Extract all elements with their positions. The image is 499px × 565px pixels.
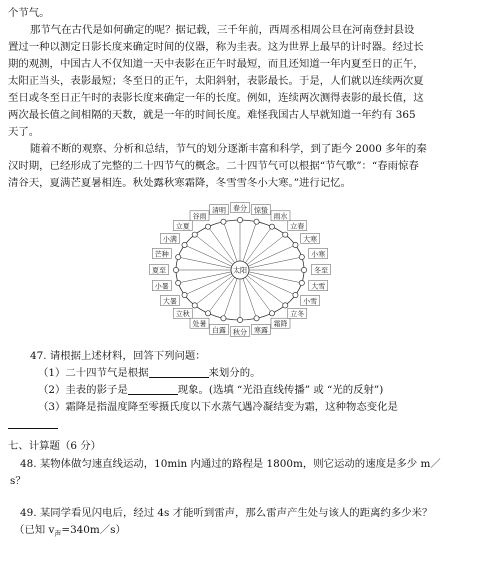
- solar-term-label: 小暑: [154, 282, 169, 291]
- earth-position-dot: [221, 316, 226, 321]
- q47-sub1-blank[interactable]: [149, 366, 209, 378]
- q49-given-sub: 声: [54, 530, 62, 539]
- solar-term-label: 小满: [162, 235, 177, 244]
- q47-sub3: （3）霜降是指温度降至零摄氏度以下水蒸气遇冷凝结变为霜，这种物态变化是: [38, 401, 398, 413]
- earth-position-dot: [269, 311, 274, 316]
- q47-sub1-text-a: （1）二十四节气是根据: [38, 367, 149, 379]
- solar-term-label: 立秋: [175, 310, 190, 319]
- q48-line1: 48. 某物体做匀速直线运动，10min 内通过的路程是 1800m，则它运动的速度是多少 m／: [20, 458, 441, 470]
- passage-line: 两次最长值之间相隔的天数，就是一年的时间长度。难怪我国古人早就知道一年约有 365: [8, 109, 416, 121]
- q47-sub1-text-b: 来划分的。: [208, 367, 261, 379]
- passage-line: 个节气。: [8, 7, 50, 19]
- earth-position-dot: [237, 317, 242, 322]
- sun-label: 太阳: [233, 266, 247, 275]
- solar-term-label: 立春: [290, 222, 305, 231]
- earth-position-dot: [221, 219, 226, 224]
- solar-term-label: 立夏: [175, 222, 190, 231]
- solar-term-label: 秋分: [233, 328, 247, 337]
- section-title: 七、计算题（6 分）: [8, 440, 102, 452]
- solar-terms-diagram: [138, 196, 343, 344]
- passage-line: 太阳正当头，表影最短；冬至日的正午，太阳斜射，表影最长。于是，人们就以连续两次夏: [8, 75, 424, 87]
- solar-term-label: 大暑: [162, 297, 177, 306]
- diagram-spoke: [240, 257, 302, 270]
- earth-position-dot: [293, 242, 298, 247]
- solar-term-label: 大寒: [303, 235, 318, 244]
- earth-position-dot: [299, 254, 304, 259]
- solar-term-label: 霜降: [273, 320, 288, 329]
- solar-term-label: 雨水: [273, 212, 288, 221]
- earth-position-dot: [176, 280, 181, 285]
- earth-position-dot: [283, 303, 288, 308]
- earth-position-dot: [283, 232, 288, 237]
- solar-term-label: 惊蛰: [253, 206, 268, 215]
- solar-term-label: 清明: [212, 206, 227, 215]
- passage-line: 汉时期，已经形成了完整的二十四节气的概念。二十四节气可以根据“节气歌”：“春雨惊春: [8, 160, 419, 172]
- earth-position-dot: [299, 280, 304, 285]
- q49-line2: [14, 523, 126, 541]
- solar-term-label: 大雪: [311, 282, 326, 291]
- earth-position-dot: [301, 267, 306, 272]
- solar-term-label: 芒种: [154, 250, 169, 259]
- earth-position-dot: [182, 242, 187, 247]
- q47-sub2-text-b: 现象。(选填 “光沿直线传播” 或 “光的反射”): [177, 384, 384, 396]
- passage-line: 清谷天，夏满芒夏暑相连。秋处露秋寒霜降，冬雪雪冬小大寒。”进行记忆。: [8, 177, 351, 189]
- earth-position-dot: [254, 316, 259, 321]
- earth-position-dot: [269, 224, 274, 229]
- earth-position-dot: [192, 232, 197, 237]
- passage-line: 至日或冬至日正午时的表影长度来确定一年的长度。例如，连续两次测得表影的最长值，这: [8, 92, 424, 104]
- solar-term-label: 白露: [212, 326, 227, 335]
- earth-position-dot: [176, 254, 181, 259]
- passage-line: 那节气在古代是如何确定的呢？据记载，三千年前，西周丞相周公旦在河南登封县设: [30, 24, 415, 36]
- q48-line2: s？: [10, 475, 26, 487]
- solar-term-label: 小寒: [311, 250, 326, 259]
- solar-term-label: 寒露: [253, 326, 268, 335]
- solar-term-label: 立冬: [290, 310, 305, 319]
- passage-line: 随着不断的观察、分析和总结，节气的划分逐渐丰富和科学，到了距今 2000 多年的秦: [30, 143, 427, 155]
- q47-sub2: [38, 383, 383, 397]
- earth-position-dot: [237, 217, 242, 222]
- solar-term-label: 小雪: [303, 297, 318, 306]
- earth-position-dot: [293, 292, 298, 297]
- earth-position-dot: [254, 219, 259, 224]
- solar-term-label: 夏至: [152, 266, 166, 275]
- earth-position-dot: [182, 292, 187, 297]
- q47-sub2-blank[interactable]: [128, 383, 178, 395]
- solar-term-label: 冬至: [314, 266, 328, 275]
- q47-sub1: [38, 366, 260, 380]
- passage-line: 天了。: [8, 126, 40, 138]
- passage-line: 置过一种以测定日影长度来确定时间的仪器，称为圭表。这为世界上最早的计时器。经过长: [8, 41, 424, 53]
- q47-sub3-blank[interactable]: [8, 417, 58, 429]
- diagram-spoke: [178, 270, 240, 283]
- diagram-spoke: [240, 270, 302, 283]
- solar-term-label: 谷雨: [192, 212, 207, 221]
- q47-sub3-answer-line[interactable]: [8, 417, 58, 431]
- solar-term-label: 春分: [233, 204, 247, 213]
- passage-line: 期的观测，中国古人不仅知道一天中表影在正午时最短，而且还知道一年内夏至日的正午，: [8, 58, 424, 70]
- q49-given-a: （已知 v: [14, 524, 55, 536]
- earth-position-dot: [205, 224, 210, 229]
- earth-position-dot: [205, 311, 210, 316]
- diagram-spoke: [178, 257, 240, 270]
- earth-position-dot: [192, 303, 197, 308]
- q47-sub2-text-a: （2）圭表的影子是: [38, 384, 128, 396]
- solar-term-label: 处暑: [192, 320, 207, 329]
- q49-line1: 49. 某同学看见闪电后，经过 4s 才能听到雷声，那么雷声产生处与该人的距离约多少米？: [20, 507, 433, 519]
- q47-stem: 47. 请根据上述材料，回答下列问题：: [30, 350, 206, 362]
- q49-given-b: =340m／s）: [61, 524, 126, 536]
- earth-position-dot: [173, 267, 178, 272]
